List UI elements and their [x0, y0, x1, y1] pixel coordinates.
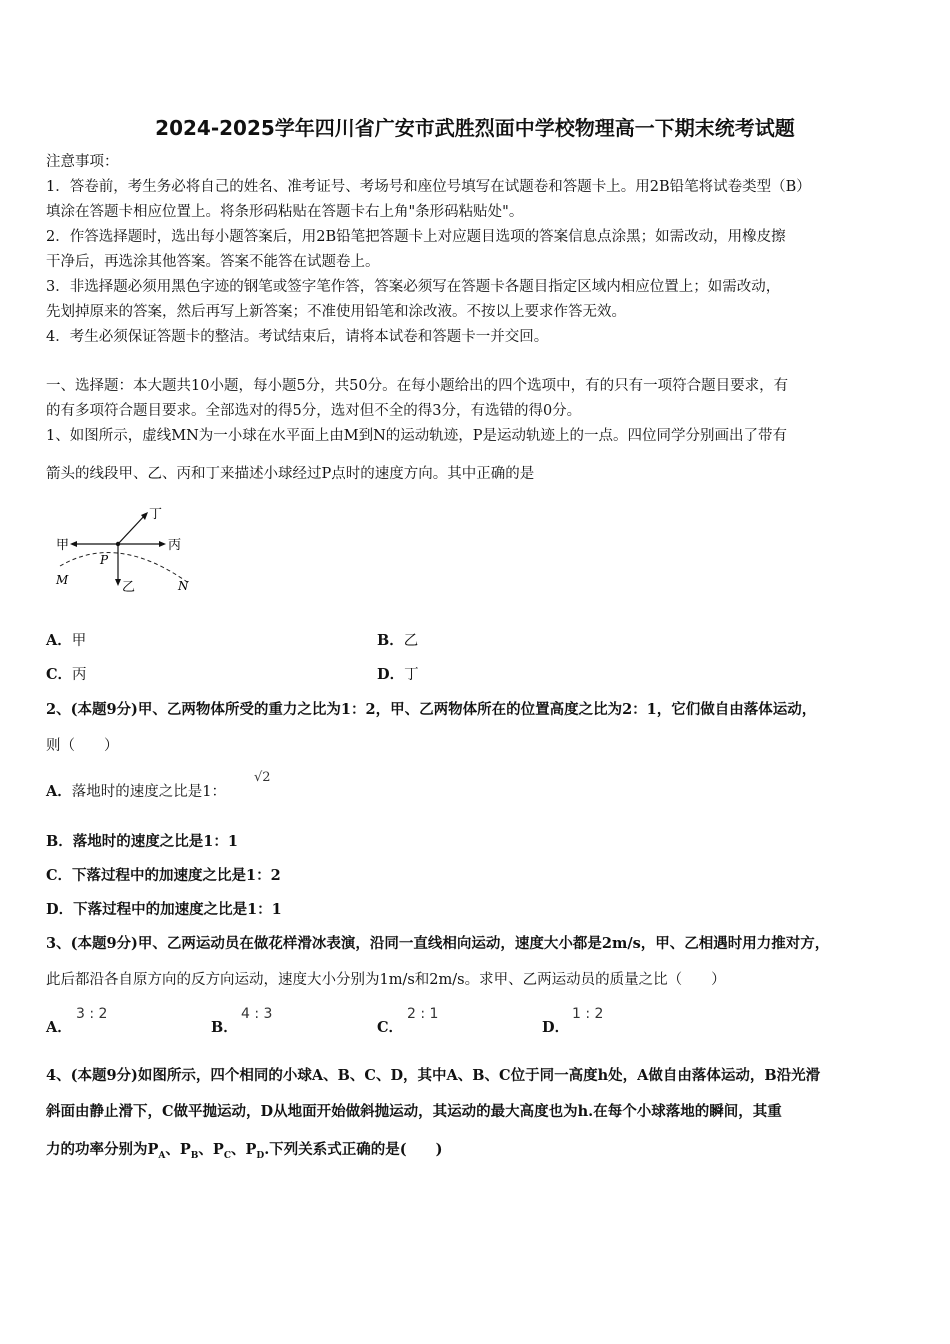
q1-option-c: C．丙 — [46, 666, 87, 683]
label-p: P — [100, 553, 109, 567]
q3-option-d-ratio: 1 : 2 — [572, 1006, 604, 1022]
section-instruction: 一、选择题：本大题共10小题，每小题5分，共50分。在每小题给出的四个选项中，有的只有一项符合题目要求，有 — [46, 378, 789, 394]
question-2-text: 则（ ） — [46, 738, 119, 754]
page-title: 2024-2025学年四川省广安市武胜烈面中学校物理高一下期末统考试题 — [155, 116, 795, 140]
question-3-text: 3、(本题9分)甲、乙两运动员在做花样滑冰表演，沿同一直线相向运动，速度大小都是2m/s，甲、乙相遇时用力推对方， — [46, 935, 830, 952]
q2-option-d: D．下落过程中的加速度之比是1：1 — [46, 901, 282, 918]
question-4-text: 斜面由静止滑下，C做平抛运动，D从地面开始做斜抛运动，其运动的最大高度也为h.在每个小球落地的瞬间，其重 — [46, 1103, 782, 1120]
notice-line: 2．作答选择题时，选出每小题答案后，用2B铅笔把答题卡上对应题目选项的答案信息点涂黑；如需改动，用橡皮擦 — [46, 229, 786, 245]
velocity-diagram — [50, 502, 200, 602]
arrow-ding — [118, 514, 146, 544]
label-ding: 丁 — [149, 507, 163, 522]
q2-option-b: B．落地时的速度之比是1：1 — [46, 833, 238, 850]
label-jia: 甲 — [56, 538, 70, 553]
q1-option-b: B．乙 — [377, 632, 419, 649]
q3-option-b-letter: B． — [211, 1019, 238, 1036]
q2-option-c: C．下落过程中的加速度之比是1：2 — [46, 867, 281, 884]
notice-line: 填涂在答题卡相应位置上。将条形码粘贴在答题卡右上角"条形码粘贴处"。 — [46, 204, 524, 220]
label-n: N — [178, 579, 189, 593]
label-yi: 乙 — [122, 580, 136, 595]
question-2-text: 2、(本题9分)甲、乙两物体所受的重力之比为1：2，甲、乙两物体所在的位置高度之比为2：1，它们做自由落体运动， — [46, 701, 817, 718]
section-instruction: 的有多项符合题目要求。全部选对的得5分，选对但不全的得3分，有选错的得0分。 — [46, 403, 582, 419]
label-m: M — [56, 573, 69, 587]
question-1-text: 箭头的线段甲、乙、丙和丁来描述小球经过P点时的速度方向。其中正确的是 — [46, 466, 535, 482]
q3-option-a-ratio: 3 : 2 — [76, 1006, 108, 1022]
question-3-text: 此后都沿各自原方向的反方向运动，速度大小分别为1m/s和2m/s。求甲、乙两运动员的质量之比（ ） — [46, 972, 726, 988]
notice-line: 4．考生必须保证答题卡的整洁。考试结束后，请将本试卷和答题卡一并交回。 — [46, 329, 549, 345]
q1-option-a: A．甲 — [46, 632, 87, 649]
q3-option-d-letter: D． — [542, 1019, 570, 1036]
question-1-text: 1、如图所示，虚线MN为一小球在水平面上由M到N的运动轨迹，P是运动轨迹上的一点。四位同学分别画出了带有 — [46, 428, 788, 444]
notice-heading: 注意事项： — [46, 154, 119, 170]
question-4-text: 力的功率分别为$P_A$、$P_B$、$P_C$、$P_D$.下列关系式正确的是( ) — [46, 1141, 443, 1161]
notice-line: 1．答卷前，考生务必将自己的姓名、准考证号、考场号和座位号填写在试题卷和答题卡上。用2B铅笔将试卷类型（B） — [46, 179, 811, 195]
notice-line: 干净后，再选涂其他答案。答案不能答在试题卷上。 — [46, 254, 380, 270]
q3-option-b-ratio: 4 : 3 — [241, 1006, 273, 1022]
q3-option-c-letter: C． — [377, 1019, 404, 1036]
q1-option-d: D．丁 — [377, 666, 419, 683]
question-4-text: 4、(本题9分)如图所示，四个相同的小球A、B、C、D，其中A、B、C位于同一高度h处，A做自由落体运动，B沿光滑 — [46, 1067, 821, 1084]
sqrt-two: √2 — [254, 770, 271, 785]
q2-option-a: A．落地时的速度之比是1： — [46, 783, 226, 800]
label-bing: 丙 — [168, 538, 182, 553]
notice-line: 3．非选择题必须用黑色字迹的钢笔或签字笔作答，答案必须写在答题卡各题目指定区域内相应位置上；如需改动， — [46, 279, 781, 295]
q3-option-a-letter: A． — [46, 1019, 72, 1036]
q3-option-c-ratio: 2 : 1 — [407, 1006, 439, 1022]
notice-line: 先划掉原来的答案，然后再写上新答案；不准使用铅笔和涂改液。不按以上要求作答无效。 — [46, 304, 626, 320]
